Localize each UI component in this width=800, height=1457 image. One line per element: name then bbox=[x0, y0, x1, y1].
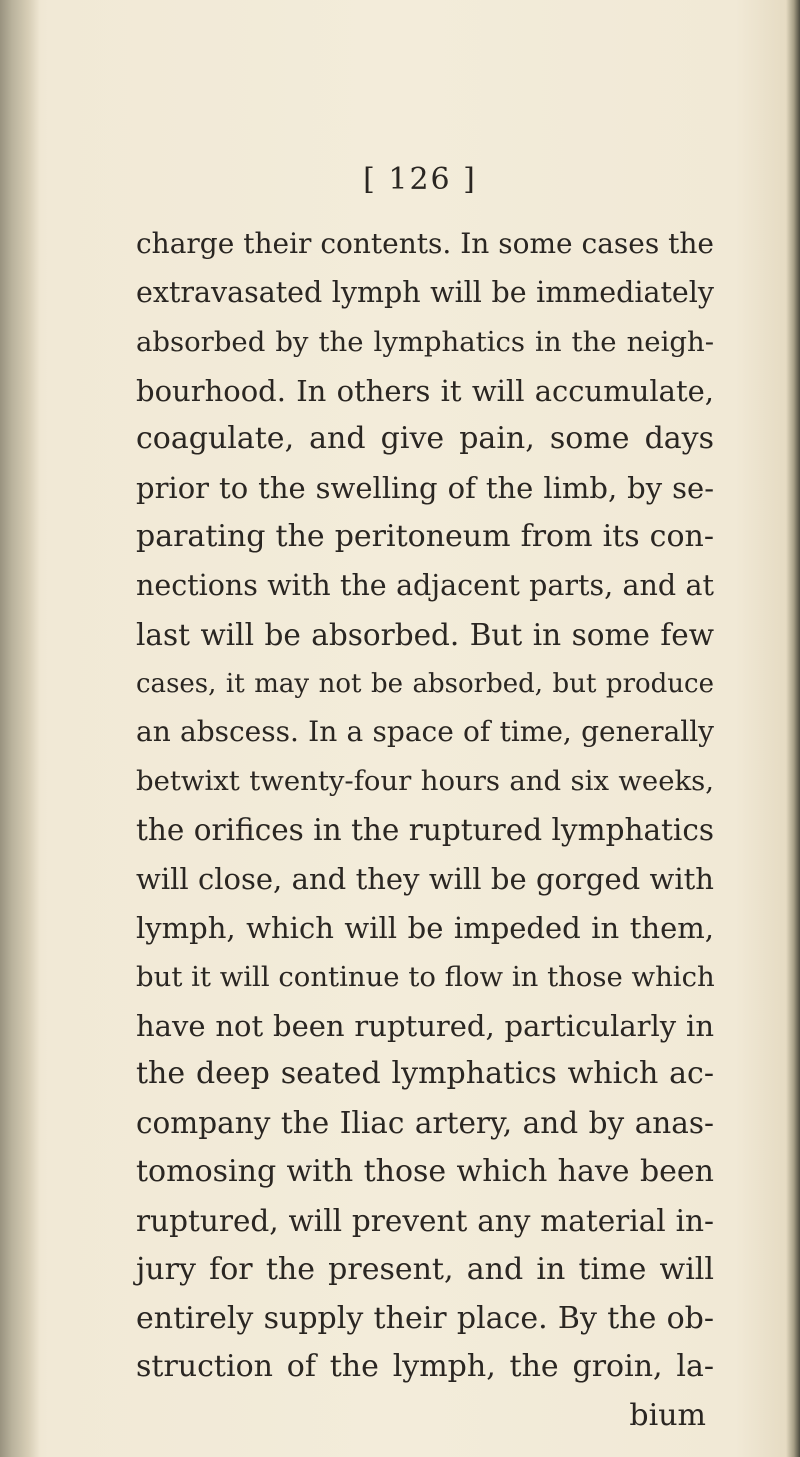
text-line: parating the peritoneum from its con- bbox=[136, 519, 714, 555]
text-line: bourhood. In others it will accumulate, bbox=[136, 373, 714, 408]
page-edge-shadow bbox=[786, 0, 800, 1457]
text-line: extravasated lymph will be immediately bbox=[136, 275, 714, 309]
text-line: jury for the present, and in time will bbox=[136, 1251, 714, 1287]
text-line: coagulate, and give pain, some days bbox=[136, 421, 714, 457]
text-line: an abscess. In a space of time, generally bbox=[136, 715, 714, 749]
text-line: charge their contents. In some cases the bbox=[136, 227, 714, 260]
text-line: prior to the swelling of the limb, by se- bbox=[136, 471, 714, 506]
text-line: struction of the lymph, the groin, la- bbox=[136, 1349, 714, 1385]
text-line: will close, and they will be gorged with bbox=[136, 861, 714, 896]
page-number-header: [ 126 ] bbox=[363, 162, 477, 197]
text-line: entirely supply their place. By the ob- bbox=[136, 1300, 714, 1336]
text-line: the orifices in the ruptured lymphatics bbox=[136, 813, 714, 848]
text-line: but it will continue to flow in those which bbox=[136, 960, 715, 993]
text-line: betwixt twenty-four hours and six weeks, bbox=[136, 765, 714, 798]
text-line: last will be absorbed. But in some few bbox=[136, 617, 714, 652]
binding-shadow bbox=[0, 0, 40, 1457]
text-line: company the Iliac artery, and by anas- bbox=[136, 1106, 714, 1141]
body-text bbox=[136, 220, 714, 1441]
text-line: have not been ruptured, particularly in bbox=[136, 1008, 714, 1043]
text-line: tomosing with those which have been bbox=[136, 1154, 714, 1190]
text-line: ruptured, will prevent any material in- bbox=[136, 1203, 714, 1238]
text-line-catchword: bium bbox=[629, 1398, 706, 1434]
text-line: cases, it may not be absorbed, but produce bbox=[136, 668, 714, 699]
text-line: lymph, which will be impeded in them, bbox=[136, 910, 714, 945]
text-line: the deep seated lymphatics which ac- bbox=[136, 1056, 714, 1092]
text-line: nections with the adjacent parts, and at bbox=[136, 568, 714, 602]
text-line: absorbed by the lymphatics in the neigh- bbox=[136, 325, 714, 358]
